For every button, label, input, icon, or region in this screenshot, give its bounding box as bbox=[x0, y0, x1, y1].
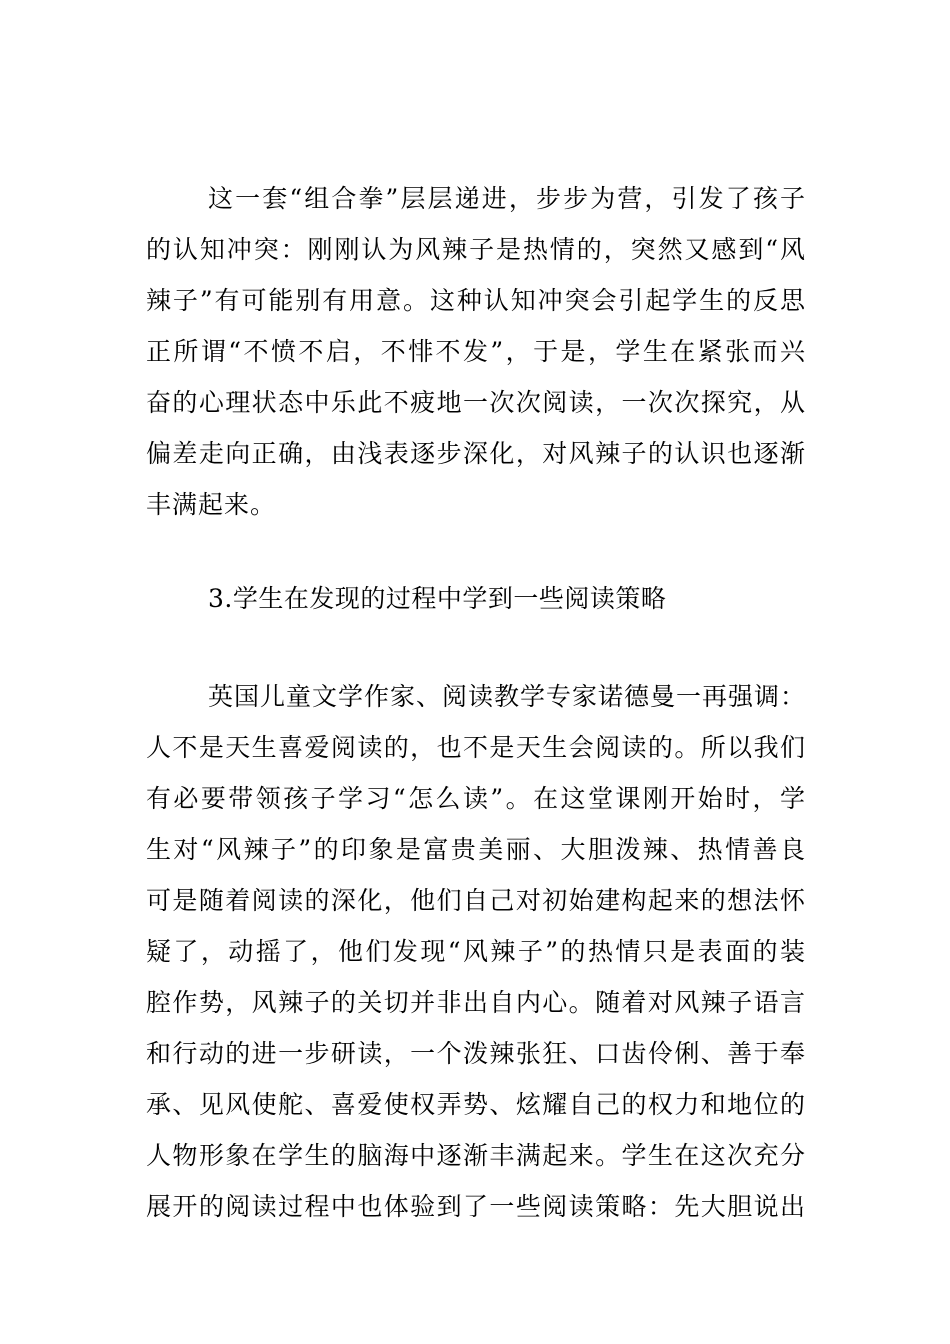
paragraph-line: 疑了，动摇了，他们发现“风辣子”的热情只是表面的装 bbox=[146, 937, 806, 966]
paragraph-line: 有必要带领孩子学习“怎么读”。在这堂课刚开始时，学 bbox=[146, 784, 806, 813]
paragraph-line: 展开的阅读过程中也体验到了一些阅读策略：先大胆说出 bbox=[146, 1192, 806, 1221]
paragraph-line: 这一套“组合拳”层层递进，步步为营，引发了孩子 bbox=[208, 184, 806, 213]
paragraph-line: 和行动的进一步研读，一个泼辣张狂、口齿伶俐、善于奉 bbox=[146, 1039, 806, 1068]
paragraph-line: 奋的心理状态中乐此不疲地一次次阅读，一次次探究，从 bbox=[146, 388, 806, 417]
paragraph-line: 人不是天生喜爱阅读的，也不是天生会阅读的。所以我们 bbox=[146, 733, 806, 762]
paragraph-line: 正所谓“不愤不启，不悱不发”，于是，学生在紧张而兴 bbox=[146, 337, 806, 366]
paragraph-line: 可是随着阅读的深化，他们自己对初始建构起来的想法怀 bbox=[146, 886, 806, 915]
paragraph-line: 辣子”有可能别有用意。这种认知冲突会引起学生的反思 bbox=[146, 286, 806, 315]
paragraph-line: 英国儿童文学作家、阅读教学专家诺德曼一再强调： bbox=[208, 682, 807, 711]
paragraph-line: 腔作势，风辣子的关切并非出自内心。随着对风辣子语言 bbox=[146, 988, 806, 1017]
paragraph-line: 丰满起来。 bbox=[146, 490, 277, 519]
section-heading: 3.学生在发现的过程中学到一些阅读策略 bbox=[208, 584, 667, 613]
paragraph-line: 生对“风辣子”的印象是富贵美丽、大胆泼辣、热情善良 bbox=[146, 835, 806, 864]
paragraph-line: 人物形象在学生的脑海中逐渐丰满起来。学生在这次充分 bbox=[146, 1141, 806, 1170]
paragraph-line: 承、见风使舵、喜爱使权弄势、炫耀自己的权力和地位的 bbox=[146, 1090, 806, 1119]
paragraph-line: 的认知冲突：刚刚认为风辣子是热情的，突然又感到“风 bbox=[146, 235, 806, 264]
paragraph-line: 偏差走向正确，由浅表逐步深化，对风辣子的认识也逐渐 bbox=[146, 439, 806, 468]
